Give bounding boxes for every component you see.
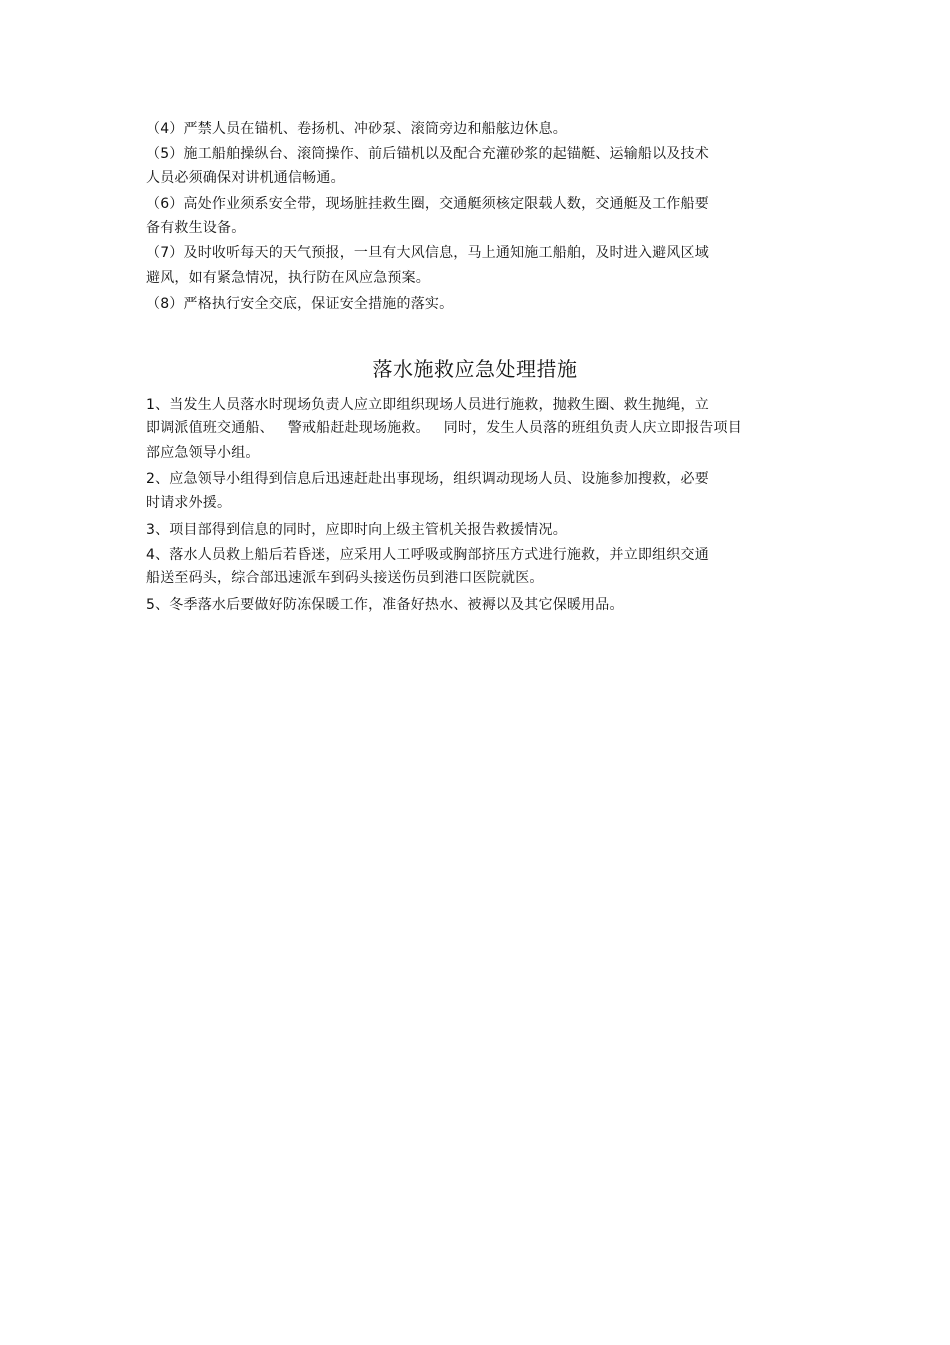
rescue-item-1-line-2: 即调派值班交通船、 警戒船赶赴现场施救。 同时，发生人员落的班组负责人庆立即报告项目	[146, 420, 742, 436]
rescue-item-3: 3、项目部得到信息的同时，应即时向上级主管机关报告救援情况。	[146, 522, 567, 538]
rescue-item-2-line-2: 时请求外援。	[146, 495, 232, 511]
safety-item-6-line-1: （6）高处作业须系安全带，现场脏挂救生圈，交通艇须核定限载人数，交通艇及工作船要	[146, 196, 709, 212]
safety-item-5-line-1: （5）施工船舶操纵台、滚筒操作、前后锚机以及配合充灌砂浆的起锚艇、运输船以及技术	[146, 146, 709, 162]
rescue-item-4-line-2: 船送至码头，综合部迅速派车到码头接送伤员到港口医院就医。	[146, 570, 544, 586]
rescue-item-1-line-3: 部应急领导小组。	[146, 445, 260, 461]
rescue-item-5: 5、冬季落水后要做好防冻保暖工作，准备好热水、被褥以及其它保暖用品。	[146, 597, 624, 613]
rescue-item-1-line-1: 1、当发生人员落水时现场负责人应立即组织现场人员进行施救，抛救生圈、救生抛绳，立	[146, 397, 709, 413]
safety-item-8: （8）严格执行安全交底，保证安全措施的落实。	[146, 296, 454, 312]
safety-item-7-line-1: （7）及时收听每天的天气预报，一旦有大风信息，马上通知施工船舶，及时进入避风区域	[146, 245, 709, 261]
safety-item-5-line-2: 人员必须确保对讲机通信畅通。	[146, 170, 345, 186]
rescue-item-2-line-1: 2、应急领导小组得到信息后迅速赶赴出事现场，组织调动现场人员、设施参加搜救，必要	[146, 471, 709, 487]
rescue-item-4-line-1: 4、落水人员救上船后若昏迷，应采用人工呼吸或胸部挤压方式进行施救，并立即组织交通	[146, 547, 709, 563]
section-title: 落水施救应急处理措施	[372, 357, 578, 381]
safety-item-7-line-2: 避风，如有紧急情况，执行防在风应急预案。	[146, 270, 430, 286]
safety-item-4: （4）严禁人员在锚机、卷扬机、冲砂泵、滚筒旁边和船舷边休息。	[146, 121, 567, 137]
safety-item-6-line-2: 备有救生设备。	[146, 220, 246, 236]
